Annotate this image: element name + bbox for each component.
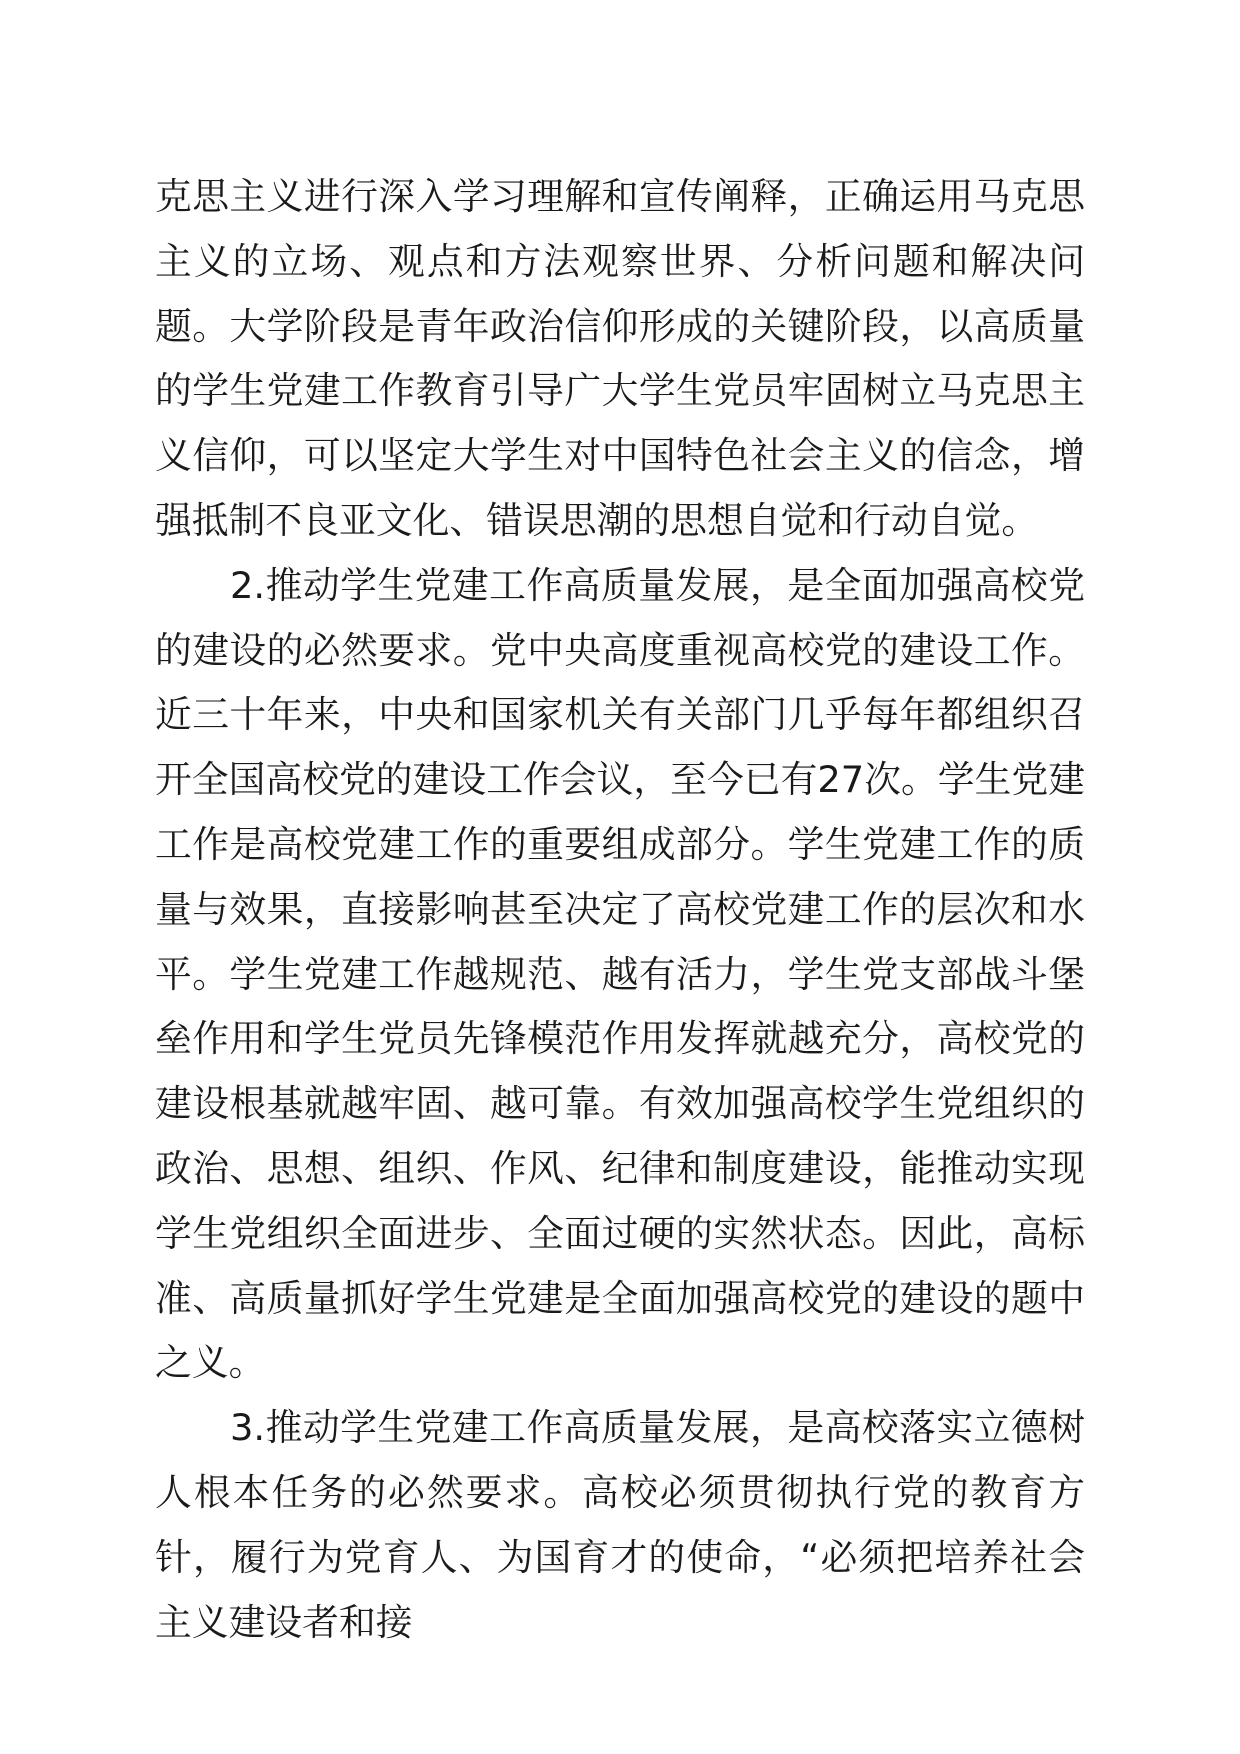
document-body <box>155 165 1085 1655</box>
paragraph-continuation: 克思主义进行深入学习理解和宣传阐释，正确运用马克思主义的立场、观点和方法观察世界、分析问题和解决问题。大学阶段是青年政治信仰形成的关键阶段，以高质量的学生党建工作教育引导广大学生党员牢固树立马克思主义信仰，可以坚定大学生对中国特色社会主义的信念，增强抵制不良亚文化、错误思潮的思想自觉和行动自觉。 <box>155 175 1085 542</box>
paragraph-point-3: 3.推动学生党建工作高质量发展，是高校落实立德树人根本任务的必然要求。高校必须贯彻执行党的教育方针，履行为党育人、为国育才的使命，“必须把培养社会主义建设者和接 <box>155 1406 1085 1644</box>
paragraph-point-2: 2.推动学生党建工作高质量发展，是全面加强高校党的建设的必然要求。党中央高度重视高校党的建设工作。近三十年来，中央和国家机关有关部门几乎每年都组织召开全国高校党的建设工作会议，至今已有27次。学生党建工作是高校党建工作的重要组成部分。学生党建工作的质量与效果，直接影响甚至决定了高校党建工作的层次和水平。学生党建工作越规范、越有活力，学生党支部战斗堡垒作用和学生党员先锋模范作用发挥就越充分，高校党的建设根基就越牢固、越可靠。有效加强高校学生党组织的政治、思想、组织、作风、纪律和制度建设，能推动实现学生党组织全面进步、全面过硬的实然状态。因此，高标准、高质量抓好学生党建是全面加强高校党的建设的题中之义。 <box>155 563 1085 1385</box>
